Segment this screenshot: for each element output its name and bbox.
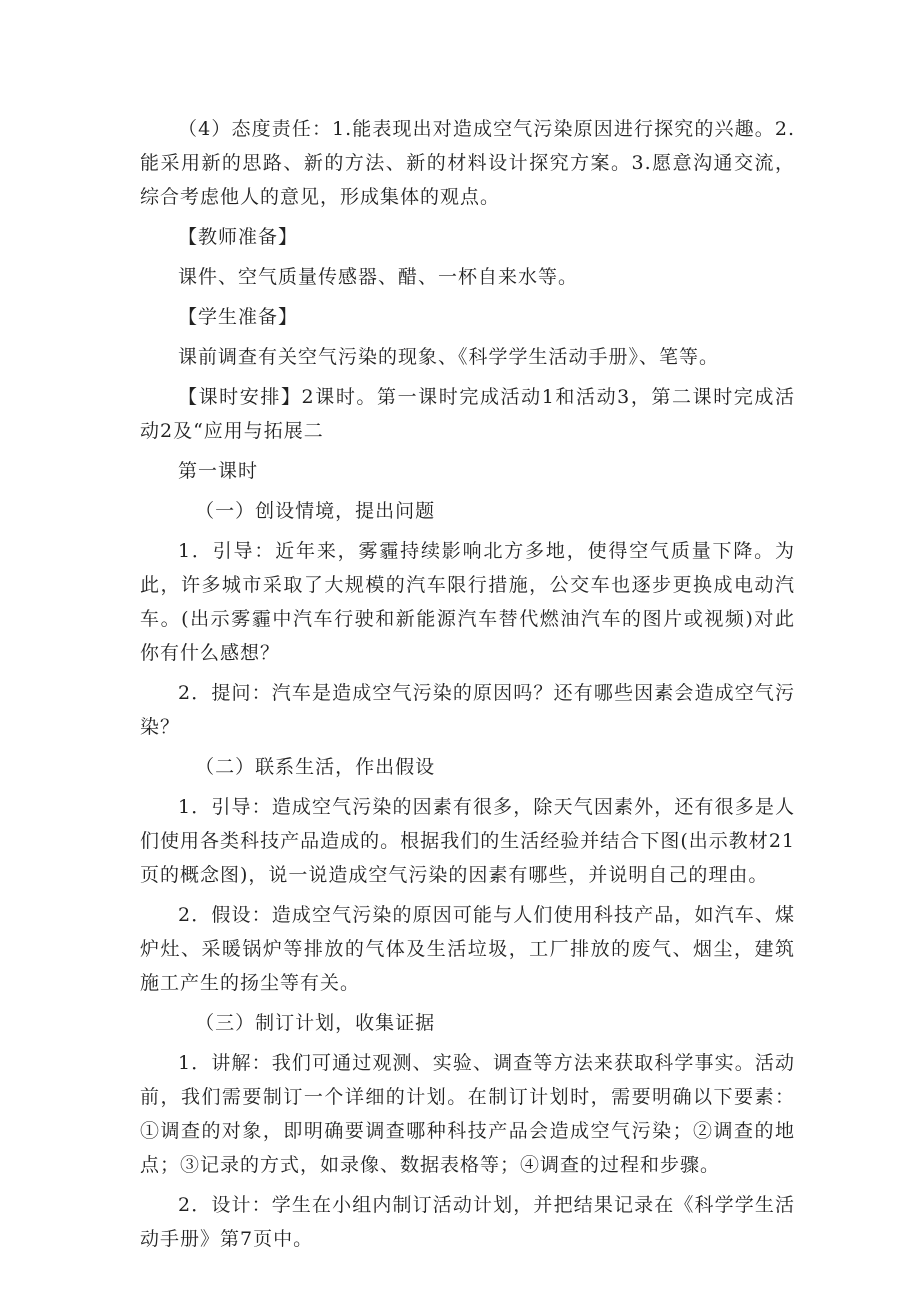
schedule-paragraph: 【课时安排】2课时。第一课时完成活动1和活动3，第二课时完成活动2及“应用与拓展二 (140, 386, 795, 442)
student-prep-text: 课前调查有关空气污染的现象、《科学学生活动手册》、笔等。 (178, 346, 720, 368)
student-prep-heading: 【学生准备】 (178, 306, 299, 328)
section-three-item-1: 1．讲解：我们可通过观测、实验、调查等方法来获取科学事实。活动前，我们需要制订一个详细的计划。在制订计划时，需要明确以下要素：①调查的对象，即明确要调查哪种科技产品会造成空气污染；②调查的地点；③记录的方式，如录像、数据表格等；④调查的过程和步骤。 (140, 1052, 795, 1176)
section-two-heading: （二）联系生活，作出假设 (195, 756, 436, 778)
section-one-item-1: 1．引导：近年来，雾霾持续影响北方多地，使得空气质量下降。为此，许多城市采取了大规模的汽车限行措施，公交车也逐步更换成电动汽车。(出示雾霾中汽车行驶和新能源汽车替代燃油汽车的图片或视频)对此你有什么感想？ (140, 540, 795, 664)
first-lesson-heading: 第一课时 (178, 460, 259, 482)
document-body (140, 112, 795, 1256)
section-one-heading: （一）创设情境，提出问题 (195, 500, 436, 522)
section-three-heading: （三）制订计划，收集证据 (195, 1012, 436, 1034)
section-two-item-2: 2．假设：造成空气污染的原因可能与人们使用科技产品，如汽车、煤炉灶、采暖锅炉等排放的气体及生活垃圾，工厂排放的废气、烟尘，建筑施工产生的扬尘等有关。 (140, 904, 795, 994)
section-two-item-1: 1．引导：造成空气污染的因素有很多，除天气因素外，还有很多是人们使用各类科技产品造成的。根据我们的生活经验并结合下图(出示教材21页的概念图)，说一说造成空气污染的因素有哪些，并说明自己的理由。 (140, 796, 795, 886)
teacher-prep-heading: 【教师准备】 (178, 226, 299, 248)
section-three-item-2: 2．设计：学生在小组内制订活动计划，并把结果记录在《科学学生活动手册》第7页中。 (140, 1194, 795, 1250)
section-one-item-2: 2．提问：汽车是造成空气污染的原因吗？还有哪些因素会造成空气污染？ (140, 682, 795, 738)
teacher-prep-text: 课件、空气质量传感器、醋、一杯自来水等。 (178, 266, 579, 288)
attitude-responsibility-paragraph: （4）态度责任：1.能表现出对造成空气污染原因进行探究的兴趣。2.能采用新的思路、新的方法、新的材料设计探究方案。3.愿意沟通交流，综合考虑他人的意见，形成集体的观点。 (140, 118, 795, 208)
